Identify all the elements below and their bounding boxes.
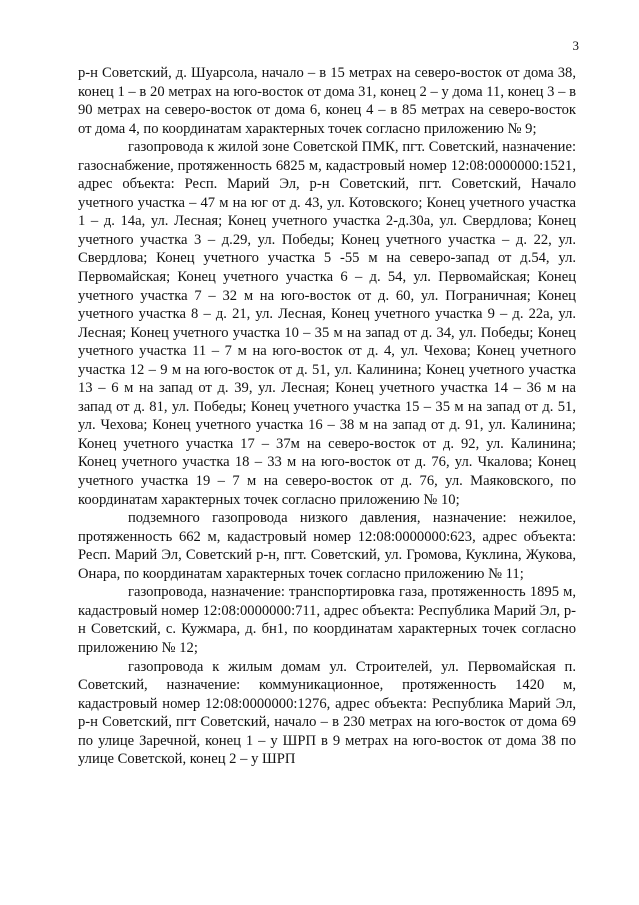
paragraph-gas-transport-pipeline: газопровода, назначение: транспортировка газа, протяженность 1895 м, кадастровый номер 12:08:0000000:711, адрес объекта: Республика Марий Эл, р-н Советский, с. Кужмара, д. бн1, по координатам характерных точек согласно приложению № 12; (78, 584, 576, 656)
paragraph-stroiteley-pipeline: газопровода к жилым домам ул. Строителей, ул. Первомайская п. Советский, назначение: коммуникационное, протяженность 1420 м, кадастровый номер 12:08:0000000:1276, адрес объекта: Республика Марий Эл, р-н Советский, пгт Советский, начало – в 230 метрах на юго-восток от дома 69 по улице Заречной, конец 1 – у ШРП в 9 метрах на юго-восток от дома 38 по улице Советской, конец 2 – у ШРП (78, 658, 576, 768)
document-body (78, 64, 576, 769)
paragraph-gas-pipeline-pmk: газопровода к жилой зоне Советской ПМК, пгт. Советский, назначение: газоснабжение, протяженность 6825 м, кадастровый номер 12:08:0000000:1521, адрес объекта: Респ. Марий Эл, р-н Советский, пгт. Советский, Начало учетного участка – 47 м на юг от д. 43, ул. Котовского; Конец учетного участка 1 – д. 14а, ул. Лесная; Конец учетного участка 2-д.30а, ул. Свердлова; Конец учетного участка 3 – д.29, ул. Победы; Конец учетного участка – д. 22, ул. Свердлова; Конец учетного участка 5 -55 м на северо-запад от д.54, ул. Первомайская; Конец учетного участка 6 – д. 54, ул. Первомайская; Конец учетного участка 7 – 32 м на юго-восток от д. 60, ул. Пограничная; Конец учетного участка 8 – д. 21, ул. Лесная, Конец учетного участка 9 – д. 22а, ул. Лесная; Конец учетного участка 10 – 35 м на запад от д. 34, ул. Победы; Конец учетного участка 11 – 7 м на юго-восток от д. 4, ул. Чехова; Конец учетного участка 12 – 9 м на юго-восток от д. 51, ул. Калинина; Конец учетного участка 13 – 6 м на запад от д. 39, ул. Лесная; Конец учетного участка 14 – 36 м на запад от д. 81, ул. Победы; Конец учетного участка 15 – 35 м на запад от д. 51, ул. Чехова; Конец учетного участка 16 – 38 м на запад от д. 91, ул. Калинина; Конец учетного участка 17 – 37м на северо-восток от д. 92, ул. Калинина; Конец учетного участка 18 – 33 м на юго-восток от д. 76, ул. Чкалова; Конец учетного участка 19 – 7 м на северо-восток от д. 76, ул. Маяковского, по координатам характерных точек согласно приложению № 10; (78, 139, 576, 508)
page-number: 3 (572, 38, 579, 53)
paragraph-underground-pipeline: подземного газопровода низкого давления, назначение: нежилое, протяженность 662 м, кадастровый номер 12:08:0000000:623, адрес объекта: Респ. Марий Эл, Советский р-н, пгт. Советский, ул. Громова, Куклина, Жукова, Онара, по координатам характерных точек согласно приложению № 11; (78, 510, 576, 582)
paragraph-continuation: р-н Советский, д. Шуарсола, начало – в 15 метрах на северо-восток от дома 38, конец 1 – в 20 метрах на юго-восток от дома 31, конец 2 – у дома 11, конец 3 – в 90 метрах на северо-восток от дома 6, конец 4 – в 85 метрах на северо-восток от дома 4, по координатам характерных точек согласно приложению № 9; (78, 65, 576, 137)
